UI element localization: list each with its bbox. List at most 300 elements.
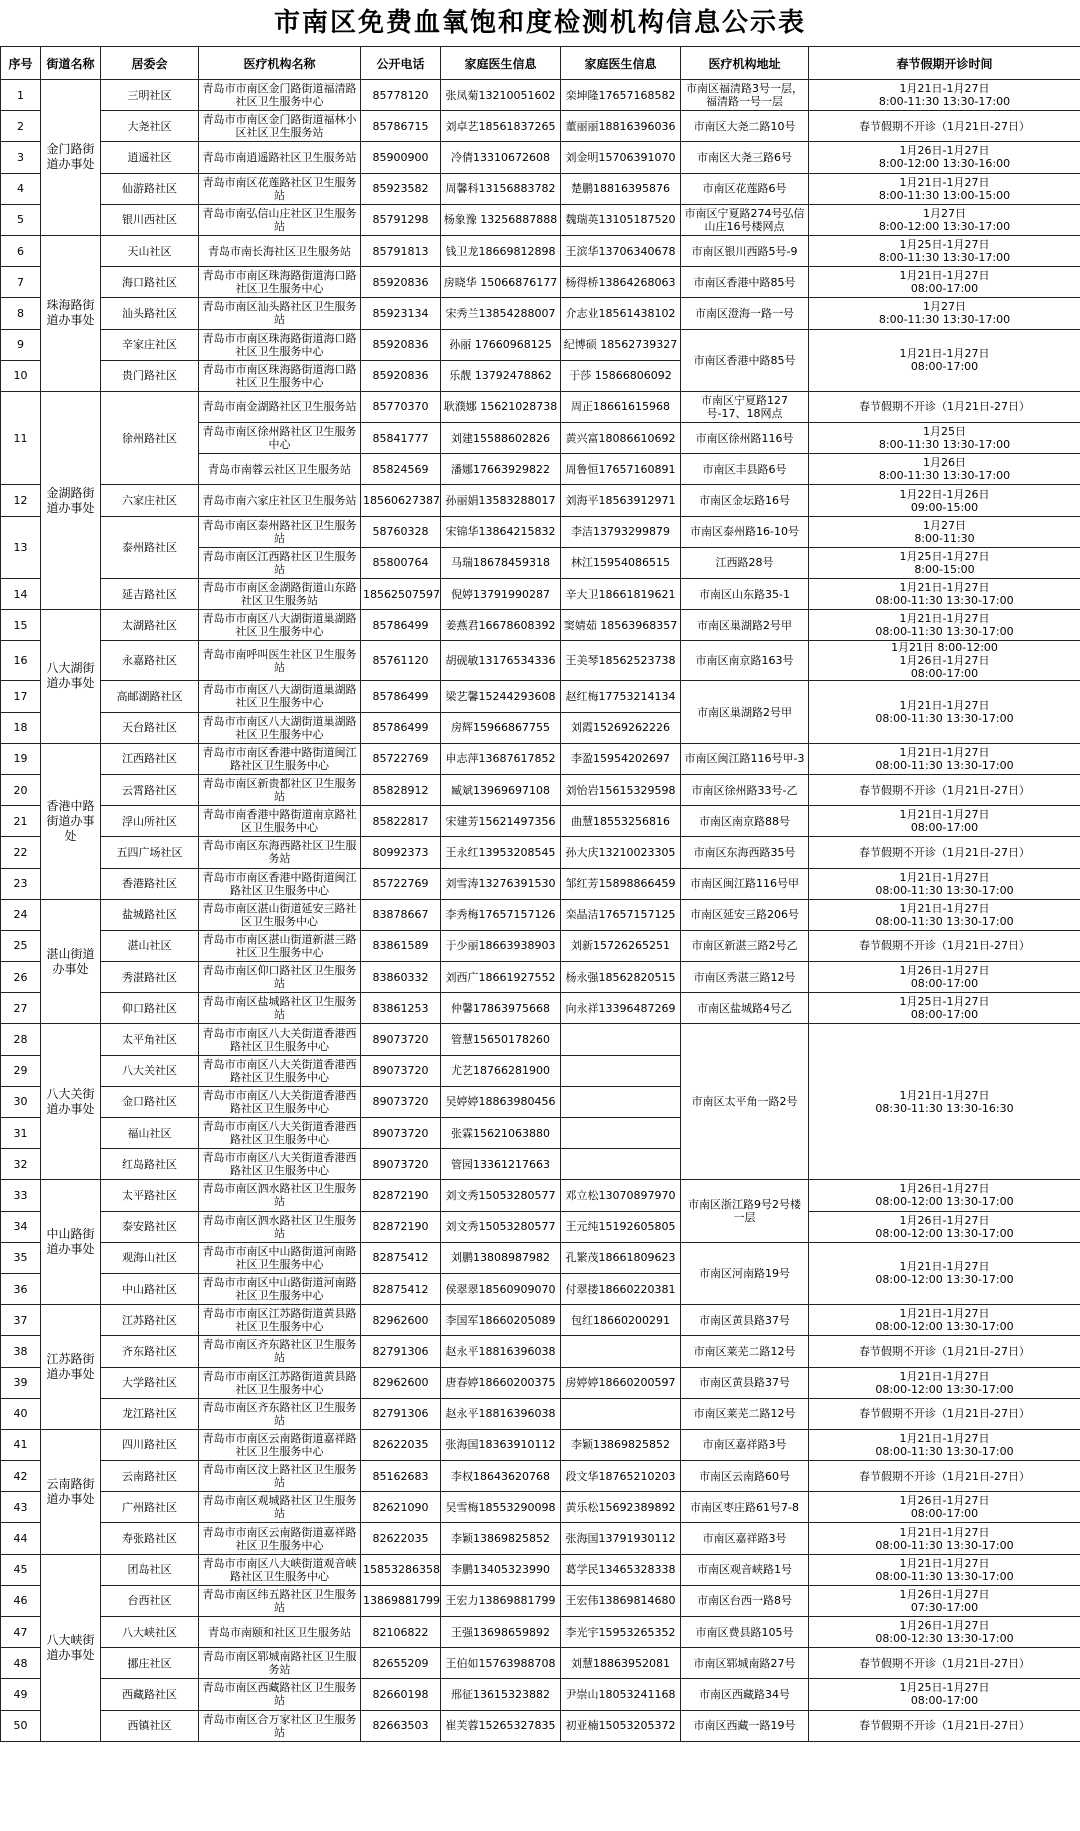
cell-address: 市南区盐城路4号乙 [681,993,809,1024]
cell-index: 47 [1,1617,41,1648]
cell-doctor-2: 付翠搂18660220381 [561,1273,681,1304]
table-row [1,1211,1080,1242]
cell-index: 27 [1,993,41,1024]
cell-hours: 1月22日-1月26日 09:00-15:00 [809,485,1080,516]
cell-address: 市南区浙江路9号2号楼一层 [681,1180,809,1242]
cell-doctor-2: 楚鹏18816395876 [561,173,681,204]
cell-address: 市南区云南路60号 [681,1461,809,1492]
cell-address: 市南区枣庄路61号7-8 [681,1492,809,1523]
cell-committee: 海口路社区 [101,267,199,298]
cell-committee: 延吉路社区 [101,579,199,610]
cell-doctor-2 [561,1118,681,1149]
cell-doctor-2: 尹崇山18053241168 [561,1679,681,1710]
cell-institution: 青岛市南金湖路社区卫生服务站 [199,391,361,422]
header-street: 街道名称 [41,47,101,80]
cell-index: 10 [1,360,41,391]
cell-street: 珠海路街道办事处 [41,235,101,391]
table-row [1,1180,1080,1211]
cell-hours: 1月21日-1月27日 08:00-11:30 13:30-17:00 [809,579,1080,610]
cell-index: 7 [1,267,41,298]
table-row [1,1024,1080,1055]
cell-phone: 82875412 [361,1273,441,1304]
cell-doctor-2: 邹红芳15898866459 [561,868,681,899]
cell-doctor-1: 臧斌13969697108 [441,774,561,805]
cell-doctor-1: 周馨科13156883782 [441,173,561,204]
cell-doctor-1: 吴婷婷18863980456 [441,1086,561,1117]
cell-index: 37 [1,1305,41,1336]
cell-index: 8 [1,298,41,329]
cell-doctor-2: 介志业18561438102 [561,298,681,329]
cell-doctor-1: 李颖13869825852 [441,1523,561,1554]
cell-institution: 青岛市南香港中路街道南京路社区卫生服务中心 [199,806,361,837]
cell-institution: 青岛市南弘信山庄社区卫生服务站 [199,204,361,235]
table-row [1,1398,1080,1429]
cell-institution: 青岛市市南区中山路街道河南路社区卫生服务中心 [199,1242,361,1273]
table-row [1,204,1080,235]
table-row [1,1305,1080,1336]
cell-doctor-2: 葛学民13465328338 [561,1554,681,1585]
cell-phone: 82791306 [361,1336,441,1367]
cell-phone: 85828912 [361,774,441,805]
cell-doctor-2: 纪博硕 18562739327 [561,329,681,360]
cell-doctor-1: 刘西广18661927552 [441,962,561,993]
cell-address: 市南区山东路35-1 [681,579,809,610]
cell-phone: 82872190 [361,1211,441,1242]
cell-phone: 18560627387 [361,485,441,516]
cell-doctor-1: 宋建芳15621497356 [441,806,561,837]
cell-doctor-2: 栾坤隆17657168582 [561,80,681,111]
table-row [1,1367,1080,1398]
cell-doctor-2: 李光宇15953265352 [561,1617,681,1648]
table-row [1,1617,1080,1648]
cell-doctor-1: 吴雪梅18553290098 [441,1492,561,1523]
cell-institution: 青岛市市南区金门路街道福林小区社区卫生服务站 [199,111,361,142]
cell-doctor-2: 辛大卫18661819621 [561,579,681,610]
cell-doctor-2: 黄乐松15692389892 [561,1492,681,1523]
cell-committee: 六家庄社区 [101,485,199,516]
cell-doctor-1: 潘娜17663929822 [441,454,561,485]
cell-doctor-1: 仲馨17863975668 [441,993,561,1024]
cell-institution: 青岛市南区齐东路社区卫生服务站 [199,1398,361,1429]
cell-committee: 齐东路社区 [101,1336,199,1367]
cell-doctor-2 [561,1024,681,1055]
cell-doctor-1: 杨象豫 13256887888 [441,204,561,235]
cell-index: 20 [1,774,41,805]
cell-hours: 1月25日-1月27日 08:00-17:00 [809,1679,1080,1710]
table-row [1,579,1080,610]
cell-committee: 福山社区 [101,1118,199,1149]
cell-institution: 青岛市南区纬五路社区卫生服务站 [199,1585,361,1616]
table-row [1,641,1080,681]
cell-address: 市南区闽江路116号甲-3 [681,743,809,774]
cell-index: 13 [1,516,41,578]
cell-address: 市南区银川西路5号-9 [681,235,809,266]
table-row [1,774,1080,805]
cell-phone: 89073720 [361,1024,441,1055]
cell-hours: 1月26日-1月27日 08:00-12:00 13:30-17:00 [809,1180,1080,1211]
cell-phone: 85786499 [361,681,441,712]
cell-index: 30 [1,1086,41,1117]
table-row [1,1429,1080,1460]
cell-doctor-2: 孔繁茂18661809623 [561,1242,681,1273]
cell-doctor-1: 张霖15621063880 [441,1118,561,1149]
cell-institution: 青岛市市南区八大关街道香港西路社区卫生服务中心 [199,1086,361,1117]
cell-committee: 汕头路社区 [101,298,199,329]
cell-committee: 红岛路社区 [101,1149,199,1180]
cell-doctor-1: 宋锦华13864215832 [441,516,561,547]
table-row [1,899,1080,930]
cell-phone: 85920836 [361,360,441,391]
cell-hours: 1月26日-1月27日 07:30-17:00 [809,1585,1080,1616]
cell-committee: 台西社区 [101,1585,199,1616]
cell-address: 市南区黄县路37号 [681,1305,809,1336]
cell-institution: 青岛市市南区金门路街道福清路社区卫生服务中心 [199,80,361,111]
cell-institution: 青岛市市南区香港中路街道闽江路社区卫生服务中心 [199,743,361,774]
cell-doctor-1: 房晓华 15066876177 [441,267,561,298]
cell-phone: 85778120 [361,80,441,111]
table-row [1,1523,1080,1554]
cell-institution: 青岛市南区汕头路社区卫生服务站 [199,298,361,329]
cell-doctor-2 [561,1149,681,1180]
cell-committee: 辛家庄社区 [101,329,199,360]
cell-address: 市南区泰州路16-10号 [681,516,809,547]
cell-committee: 江西路社区 [101,743,199,774]
cell-index: 16 [1,641,41,681]
cell-committee: 徐州路社区 [101,391,199,485]
cell-institution: 青岛市南呼叫医生社区卫生服务站 [199,641,361,681]
table-row [1,962,1080,993]
cell-hours: 1月26日-1月27日 8:00-12:00 13:30-16:00 [809,142,1080,173]
cell-hours: 1月21日-1月27日 8:00-11:30 13:30-17:00 [809,80,1080,111]
cell-street: 金门路街道办事处 [41,80,101,236]
cell-address: 市南区莱芜二路12号 [681,1336,809,1367]
cell-address: 市南区大尧二路10号 [681,111,809,142]
cell-phone: 82962600 [361,1305,441,1336]
table-row [1,1679,1080,1710]
cell-doctor-1: 胡砚敏13176534336 [441,641,561,681]
cell-phone: 85923582 [361,173,441,204]
cell-hours: 1月21日-1月27日 08:00-17:00 [809,806,1080,837]
cell-doctor-1: 唐春婷18660200375 [441,1367,561,1398]
cell-committee: 仙游路社区 [101,173,199,204]
cell-phone: 85800764 [361,547,441,578]
cell-phone: 82660198 [361,1679,441,1710]
cell-committee: 八大关社区 [101,1055,199,1086]
cell-doctor-2 [561,1086,681,1117]
header-phone: 公开电话 [361,47,441,80]
cell-address: 市南区嘉祥路3号 [681,1523,809,1554]
cell-phone: 82655209 [361,1648,441,1679]
cell-doctor-1: 张凤菊13210051602 [441,80,561,111]
cell-committee: 泰安路社区 [101,1211,199,1242]
cell-doctor-1: 梁艺馨15244293608 [441,681,561,712]
cell-committee: 秀湛路社区 [101,962,199,993]
cell-committee: 云南路社区 [101,1461,199,1492]
cell-phone: 85822817 [361,806,441,837]
cell-committee: 逍遥社区 [101,142,199,173]
cell-index: 24 [1,899,41,930]
cell-institution: 青岛市市南区湛山街道新湛三路社区卫生服务中心 [199,930,361,961]
cell-address: 市南区南京路88号 [681,806,809,837]
cell-institution: 青岛市市南区珠海路街道海口路社区卫生服务中心 [199,329,361,360]
cell-doctor-1: 孙丽娟13583288017 [441,485,561,516]
cell-address: 市南区徐州路116号 [681,423,809,454]
table-row [1,1710,1080,1741]
cell-doctor-1: 张海国18363910112 [441,1429,561,1460]
cell-doctor-1: 马瑞18678459318 [441,547,561,578]
cell-address: 市南区丰县路6号 [681,454,809,485]
cell-doctor-1: 赵永平18816396038 [441,1398,561,1429]
cell-doctor-2: 刘慧18863952081 [561,1648,681,1679]
cell-doctor-1: 刘雪涛13276391530 [441,868,561,899]
cell-committee: 太平路社区 [101,1180,199,1211]
cell-hours: 1月21日-1月27日 08:00-11:30 13:30-17:00 [809,1429,1080,1460]
cell-institution: 青岛市南区泗水路社区卫生服务站 [199,1180,361,1211]
cell-doctor-1: 申志萍13687617852 [441,743,561,774]
table-row [1,1492,1080,1523]
cell-institution: 青岛市市南区香港中路街道闽江路社区卫生服务中心 [199,868,361,899]
cell-doctor-2: 曲慧18553256816 [561,806,681,837]
cell-address: 市南区宁夏路274号弘信山庄16号楼网点 [681,204,809,235]
cell-institution: 青岛市市南区八大关街道香港西路社区卫生服务中心 [199,1055,361,1086]
cell-index: 29 [1,1055,41,1086]
cell-committee: 八大峡社区 [101,1617,199,1648]
cell-index: 3 [1,142,41,173]
cell-hours: 春节假期不开诊（1月21日-27日） [809,1461,1080,1492]
cell-hours: 春节假期不开诊（1月21日-27日） [809,1336,1080,1367]
cell-hours: 1月26日 8:00-11:30 13:30-17:00 [809,454,1080,485]
cell-doctor-2: 刘金明15706391070 [561,142,681,173]
cell-address: 市南区郓城南路27号 [681,1648,809,1679]
cell-phone: 83860332 [361,962,441,993]
cell-hours: 1月25日-1月27日 8:00-11:30 13:30-17:00 [809,235,1080,266]
cell-index: 14 [1,579,41,610]
cell-phone: 89073720 [361,1149,441,1180]
cell-doctor-2: 房婷婷18660200597 [561,1367,681,1398]
cell-address: 市南区西藏一路19号 [681,1710,809,1741]
header-committee: 居委会 [101,47,199,80]
cell-doctor-2: 刘怡岩15615329598 [561,774,681,805]
cell-hours: 春节假期不开诊（1月21日-27日） [809,1710,1080,1741]
cell-committee: 太湖路社区 [101,610,199,641]
cell-doctor-2: 邓立松13070897970 [561,1180,681,1211]
cell-address: 市南区新湛三路2号乙 [681,930,809,961]
cell-hours: 1月21日-1月27日 08:00-12:00 13:30-17:00 [809,1305,1080,1336]
cell-phone: 80992373 [361,837,441,868]
cell-institution: 青岛市市南区江苏路街道黄县路社区卫生服务中心 [199,1367,361,1398]
cell-doctor-1: 倪婷13791990287 [441,579,561,610]
cell-committee: 浮山所社区 [101,806,199,837]
cell-street: 八大湖街道办事处 [41,610,101,744]
cell-index: 42 [1,1461,41,1492]
table-row [1,485,1080,516]
cell-phone: 58760328 [361,516,441,547]
cell-committee: 大尧社区 [101,111,199,142]
cell-institution: 青岛市南区泰州路社区卫生服务站 [199,516,361,547]
cell-street: 香港中路街道办事处 [41,743,101,899]
cell-doctor-2 [561,1336,681,1367]
cell-hours: 1月26日-1月27日 08:00-17:00 [809,1492,1080,1523]
cell-phone: 82622035 [361,1523,441,1554]
cell-address: 市南区巢湖路2号甲 [681,610,809,641]
cell-institution: 青岛市南区东海西路社区卫生服务站 [199,837,361,868]
cell-committee: 寿张路社区 [101,1523,199,1554]
cell-phone: 85923134 [361,298,441,329]
cell-phone: 85791813 [361,235,441,266]
cell-hours: 春节假期不开诊（1月21日-27日） [809,837,1080,868]
cell-phone: 85900900 [361,142,441,173]
cell-phone: 82663503 [361,1710,441,1741]
cell-phone: 15853286358 [361,1554,441,1585]
cell-institution: 青岛市南长海社区卫生服务站 [199,235,361,266]
cell-hours: 1月27日 8:00-12:00 13:30-17:00 [809,204,1080,235]
cell-institution: 青岛市市南区八大湖街道巢湖路社区卫生服务中心 [199,712,361,743]
cell-hours: 1月21日-1月27日 8:00-11:30 13:00-15:00 [809,173,1080,204]
cell-doctor-1: 于少丽18663938903 [441,930,561,961]
cell-committee: 天台路社区 [101,712,199,743]
cell-street: 云南路街道办事处 [41,1429,101,1554]
cell-doctor-2: 孙大庆13210023305 [561,837,681,868]
cell-index: 9 [1,329,41,360]
cell-doctor-2: 董丽丽18816396036 [561,111,681,142]
cell-committee: 三明社区 [101,80,199,111]
cell-address: 市南区金坛路16号 [681,485,809,516]
cell-doctor-1: 尤艺18766281900 [441,1055,561,1086]
cell-street: 八大峡街道办事处 [41,1554,101,1741]
cell-doctor-2: 向永祥13396487269 [561,993,681,1024]
cell-doctor-2 [561,1055,681,1086]
cell-committee: 高邮湖路社区 [101,681,199,712]
cell-hours: 1月27日 8:00-11:30 [809,516,1080,547]
cell-doctor-1: 崔芙蓉15265327835 [441,1710,561,1741]
cell-index: 44 [1,1523,41,1554]
cell-index: 48 [1,1648,41,1679]
cell-address: 市南区西藏路34号 [681,1679,809,1710]
cell-phone: 89073720 [361,1118,441,1149]
cell-hours: 1月26日-1月27日 08:00-12:00 13:30-17:00 [809,1211,1080,1242]
cell-doctor-1: 孙丽 17660968125 [441,329,561,360]
cell-phone: 82106822 [361,1617,441,1648]
cell-phone: 85920836 [361,267,441,298]
cell-index: 34 [1,1211,41,1242]
table-row [1,80,1080,111]
cell-institution: 青岛市市南区八大关街道香港西路社区卫生服务中心 [199,1024,361,1055]
cell-index: 15 [1,610,41,641]
header-institution: 医疗机构名称 [199,47,361,80]
cell-street: 湛山街道办事处 [41,899,101,1024]
table-row [1,516,1080,547]
cell-phone: 89073720 [361,1055,441,1086]
cell-address: 市南区太平角一路2号 [681,1024,809,1180]
table-row [1,1648,1080,1679]
header-row [1,47,1080,80]
cell-index: 2 [1,111,41,142]
cell-index: 41 [1,1429,41,1460]
cell-institution: 青岛市南区齐东路社区卫生服务站 [199,1336,361,1367]
cell-committee: 太平角社区 [101,1024,199,1055]
cell-phone: 85162683 [361,1461,441,1492]
cell-doctor-2: 魏瑞英13105187520 [561,204,681,235]
cell-address: 江西路28号 [681,547,809,578]
cell-index: 38 [1,1336,41,1367]
cell-committee: 云霄路社区 [101,774,199,805]
cell-doctor-1: 宋秀兰13854288007 [441,298,561,329]
cell-hours: 1月21日-1月27日 08:30-11:30 13:30-16:30 [809,1024,1080,1180]
cell-phone: 89073720 [361,1086,441,1117]
cell-address: 市南区徐州路33号-乙 [681,774,809,805]
cell-doctor-1: 李权18643620768 [441,1461,561,1492]
cell-institution: 青岛市南区徐州路社区卫生服务中心 [199,423,361,454]
cell-doctor-2: 段文华18765210203 [561,1461,681,1492]
cell-institution: 青岛市南颐和社区卫生服务站 [199,1617,361,1648]
table-row [1,1336,1080,1367]
cell-institution: 青岛市市南区江苏路街道黄县路社区卫生服务中心 [199,1305,361,1336]
header-index: 序号 [1,47,41,80]
cell-doctor-1: 刘卓艺18561837265 [441,111,561,142]
cell-doctor-2: 王美琴18562523738 [561,641,681,681]
cell-hours: 1月21日-1月27日 08:00-17:00 [809,329,1080,391]
table-row [1,837,1080,868]
cell-committee: 金口路社区 [101,1086,199,1117]
cell-doctor-1: 刘文秀15053280577 [441,1211,561,1242]
cell-hours: 1月21日-1月27日 08:00-11:30 13:30-17:00 [809,1554,1080,1585]
cell-committee: 天山社区 [101,235,199,266]
cell-address: 市南区秀湛三路12号 [681,962,809,993]
cell-doctor-2: 杨永强18562820515 [561,962,681,993]
cell-institution: 青岛市市南区珠海路街道海口路社区卫生服务中心 [199,360,361,391]
cell-phone: 82872190 [361,1180,441,1211]
cell-index: 49 [1,1679,41,1710]
cell-institution: 青岛市南区汶上路社区卫生服务站 [199,1461,361,1492]
cell-institution: 青岛市市南区八大关街道香港西路社区卫生服务中心 [199,1149,361,1180]
cell-hours: 1月27日 8:00-11:30 13:30-17:00 [809,298,1080,329]
cell-address: 市南区巢湖路2号甲 [681,681,809,743]
cell-institution: 青岛市南区湛山街道延安三路社区卫生服务中心 [199,899,361,930]
cell-doctor-1: 冷倩13310672608 [441,142,561,173]
cell-street: 江苏路街道办事处 [41,1305,101,1430]
cell-address: 市南区延安三路206号 [681,899,809,930]
cell-committee: 四川路社区 [101,1429,199,1460]
cell-index: 25 [1,930,41,961]
cell-doctor-2: 李颖13869825852 [561,1429,681,1460]
cell-index: 50 [1,1710,41,1741]
cell-doctor-2: 栾晶洁17657157125 [561,899,681,930]
cell-doctor-2: 王滨华13706340678 [561,235,681,266]
cell-hours: 1月26日-1月27日 08:00-17:00 [809,962,1080,993]
cell-institution: 青岛市南区合万家社区卫生服务站 [199,1710,361,1741]
cell-hours: 1月21日-1月27日 08:00-11:30 13:30-17:00 [809,681,1080,743]
cell-committee: 西藏路社区 [101,1679,199,1710]
cell-doctor-1: 刘建15588602826 [441,423,561,454]
cell-address: 市南区黄县路37号 [681,1367,809,1398]
table-row [1,868,1080,899]
header-doctor-1: 家庭医生信息 [441,47,561,80]
cell-address: 市南区观音峡路1号 [681,1554,809,1585]
cell-institution: 青岛市南区江西路社区卫生服务站 [199,547,361,578]
cell-committee: 广州路社区 [101,1492,199,1523]
cell-index: 18 [1,712,41,743]
cell-committee: 龙江路社区 [101,1398,199,1429]
cell-index: 32 [1,1149,41,1180]
cell-committee: 挪庄社区 [101,1648,199,1679]
cell-hours: 春节假期不开诊（1月21日-27日） [809,111,1080,142]
cell-committee: 观海山社区 [101,1242,199,1273]
cell-index: 40 [1,1398,41,1429]
cell-address: 市南区费县路105号 [681,1617,809,1648]
cell-hours: 1月25日-1月27日 08:00-17:00 [809,993,1080,1024]
cell-doctor-2 [561,1398,681,1429]
cell-index: 5 [1,204,41,235]
